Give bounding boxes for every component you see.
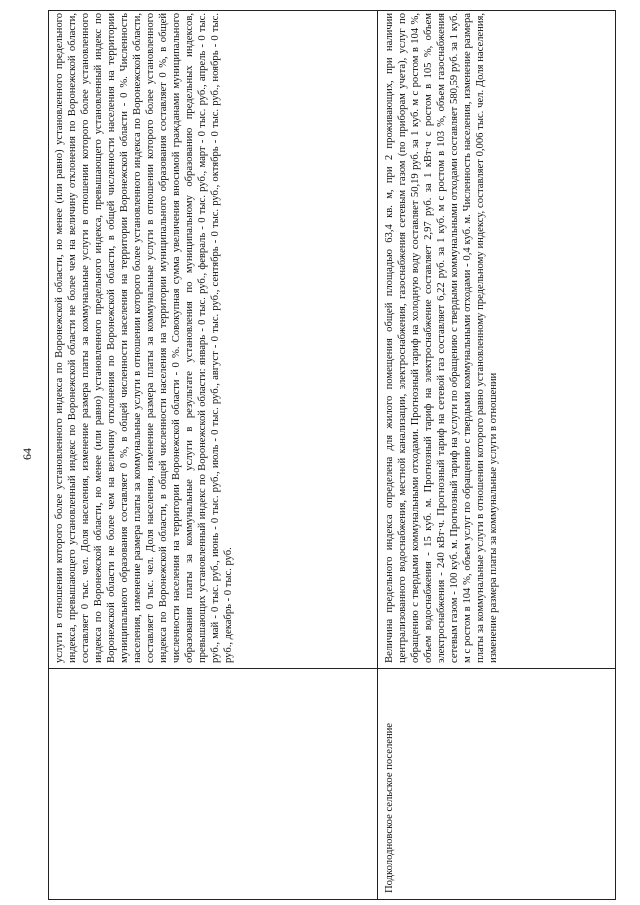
table-row-1-text: услуги в отношении которого более установленного индекса по Воронежской области, но менее (или равно) установленного предельного индекса, превышающего установленный индекс по Воронежской области не более чем на величину отклонения по Воронежской области, составляет 0 тыс. чел. Доля населения, изменение размера платы за коммунальные услуги в отношении которого более установленного индекса по Воронежской области, но менее (или равно) установленного предельного индекса, превышающего установленный индекс по Воронежской области не более чем на величину отклонения по Воронежской области, в общей численности населения на территории муниципального образования составляет 0 %, в общей численности населения на территории Воронежской области - 0 %. Численность населения, изменение размера платы за коммунальные услуги в отношении которого более установленного индекса по Воронежской области, составляет 0 тыс. чел. Доля населения, изменение размера платы за коммунальные услуги в отношении которого более установленного индекса по Воронежской области, в общей численности населения на территории муниципального образования составляет 0 %, в общей численности населения на территории Воронежской области - 0 %. Совокупная сумма увеличения вносимой гражданами муниципального образования платы за коммунальные услуги в результате установления по муниципальному образованию предельных индексов, превышающих установленный индекс по Воронежской области: январь - 0 тыс. руб., февраль - 0 тыс. руб., март - 0 тыс. руб., апрель - 0 тыс. руб., май - 0 тыс. руб., июнь - 0 тыс. руб., июль - 0 тыс. руб., август - 0 тыс. руб., сентябрь - 0 тыс. руб., октябрь - 0 тыс. руб., ноябрь - 0 тыс. руб., декабрь - 0 тыс. руб. <box>54 13 234 663</box>
column-divider <box>49 668 615 669</box>
row-divider <box>377 11 378 899</box>
table-row-2-name: Подколодновское сельское поселение <box>384 723 395 893</box>
table-row-2-text: Величина предельного индекса определена для жилого помещения общей площадью 63,4 кв. м, при 2 проживающих, при наличии централизованного водоснабжения, местной канализации, электроснабжения, газоснабжения сетевым газом (по приборам учета), услуг по обращению с твердыми коммунальными отходами. Прогнозный тариф на холодную воду составляет 50,19 руб. за 1 куб. м с ростом в 104 %, объем водоснабжения - 15 куб. м. Прогнозный тариф на электроснабжение составляет 2,97 руб. за 1 кВт·ч с ростом в 105 %, объем электроснабжения - 240 кВт·ч. Прогнозный тариф на сетевой газ составляет 6,22 руб. за 1 куб. м с ростом в 103 %, объем газоснабжения сетевым газом - 100 куб. м. Прогнозный тариф на услуги по обращению с твердыми коммунальными отходами составляет 580,59 руб. за 1 куб. м с ростом в 104 %, объем услуг по обращению с твердыми коммунальными отходами - 0,4 куб. м. Численность населения, изменение размера платы за коммунальные услуги в отношении которого равно установленному предельному индексу, составляет 0,006 тыс. чел. Доля населения, изменение размера платы за коммунальные услуги в отношении <box>384 13 499 663</box>
page-number: 64 <box>20 448 34 460</box>
data-table <box>48 10 616 900</box>
